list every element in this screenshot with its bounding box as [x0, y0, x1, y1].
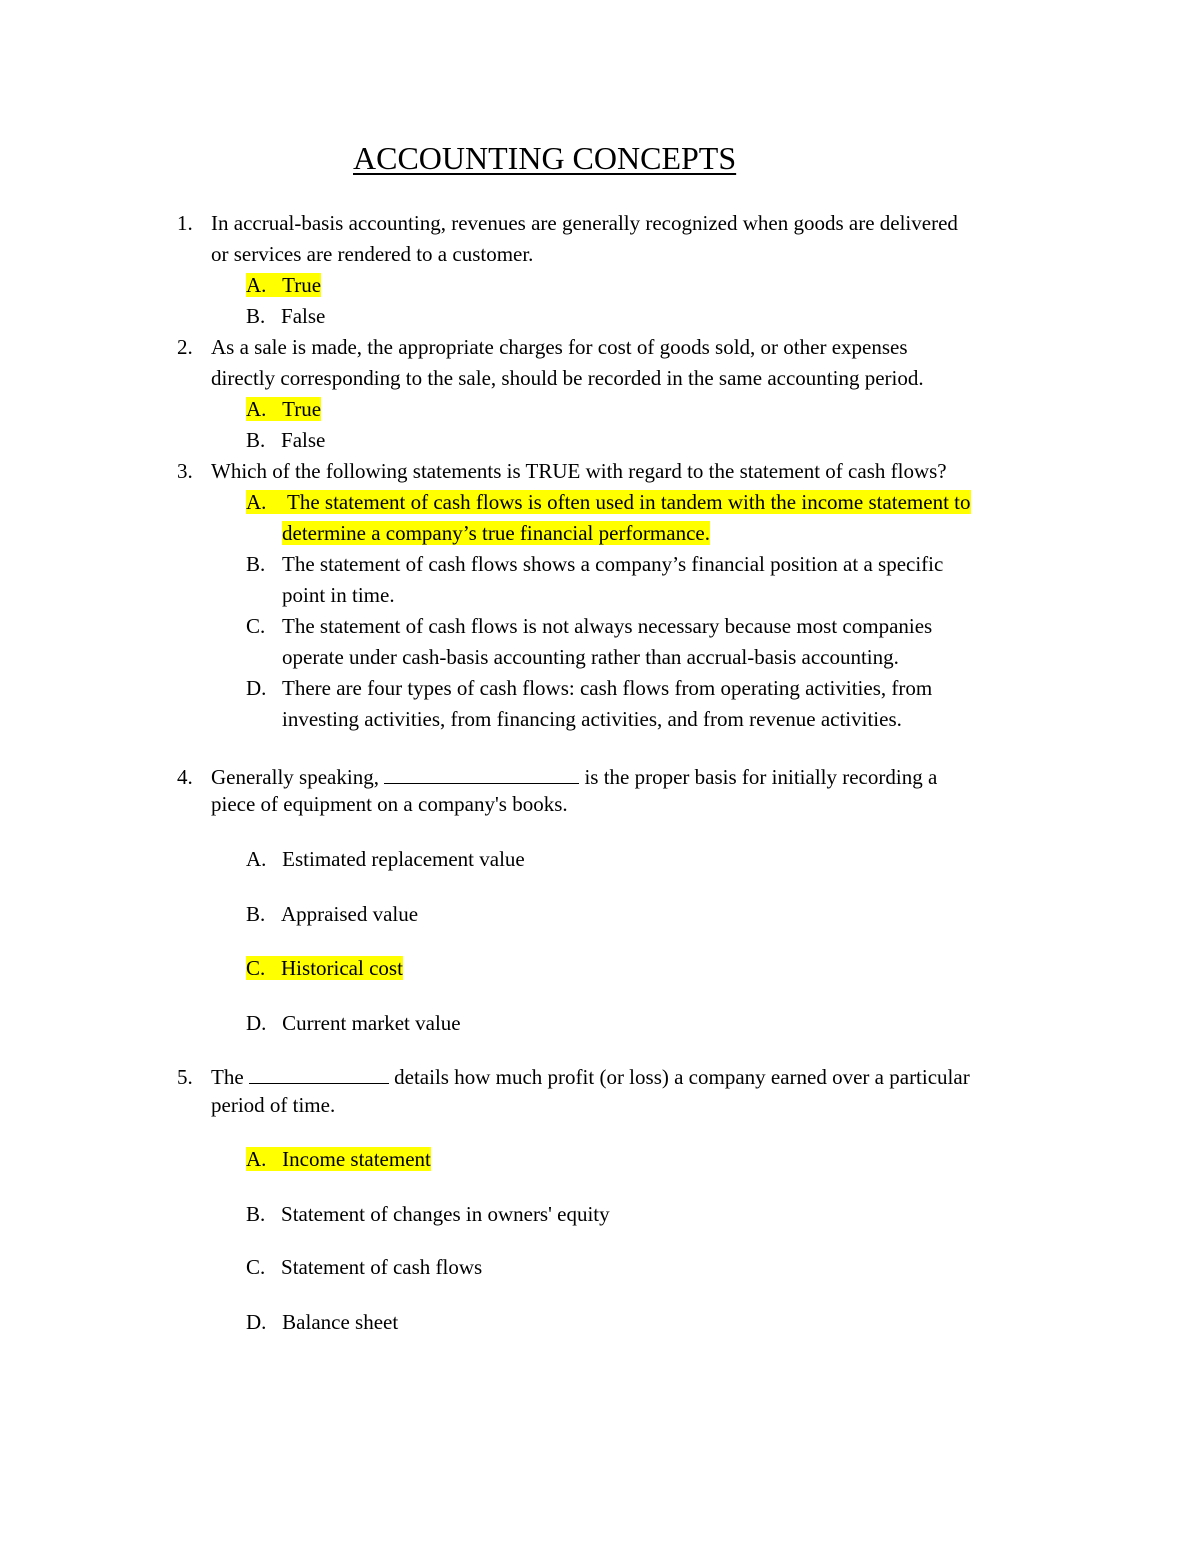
q2-option-a-highlight — [246, 397, 321, 421]
q2-option-b-text: False — [281, 428, 326, 452]
q4-option-c-highlight — [246, 956, 403, 980]
q5-option-d-letter: D. — [246, 1310, 267, 1334]
q4-option-c-letter: C. — [246, 956, 266, 980]
q3-option-b-line1: The statement of cash flows shows a company’s financial position at a specific — [282, 552, 944, 576]
q3-option-a-letter: A. — [246, 490, 267, 514]
q2-option-a — [246, 396, 321, 422]
q2-option-a-letter: A. — [246, 397, 267, 421]
q5-option-c — [246, 1254, 482, 1280]
q4-option-b-text: Appraised value — [281, 902, 419, 926]
q5-text-line2: period of time. — [211, 1093, 336, 1117]
q3-option-d-line2: investing activities, from financing activities, and from revenue activities. — [282, 707, 902, 731]
q5-text-post: details how much profit (or loss) a company earned over a particular — [394, 1065, 970, 1089]
q4-option-a-letter: A. — [246, 847, 267, 871]
q3-option-a-line1-wrap — [266, 489, 971, 515]
q5-option-a-highlight — [246, 1147, 431, 1171]
q4-option-c-text: Historical cost — [281, 956, 403, 980]
q5-option-b — [246, 1201, 610, 1227]
q3-option-c-letter: C. — [246, 614, 266, 638]
q3-option-a-line2: determine a company’s true financial performance. — [282, 521, 710, 545]
q5-option-c-letter: C. — [246, 1255, 266, 1279]
q4-option-a-text: Estimated replacement value — [282, 847, 525, 871]
q5-option-a — [246, 1146, 431, 1172]
q5-option-a-text: Income statement — [282, 1147, 431, 1171]
q3-option-a-line1: The statement of cash flows is often used in tandem with the income statement to — [287, 490, 971, 514]
q2-number: 2. — [177, 335, 193, 359]
q1-option-b-text: False — [281, 304, 326, 328]
q1-option-a-highlight — [246, 273, 321, 297]
q3-option-b-line2: point in time. — [282, 583, 395, 607]
q5-text-line1 — [211, 1064, 970, 1090]
q3-option-b-letter: B. — [246, 552, 266, 576]
q4-option-b — [246, 901, 418, 927]
q3-option-a-highlight-gap — [266, 490, 287, 514]
q2-option-a-text: True — [282, 397, 322, 421]
q2-option-b-letter: B. — [246, 428, 266, 452]
q3-option-c-line1: The statement of cash flows is not always necessary because most companies — [282, 614, 933, 638]
q3-text-line1: Which of the following statements is TRUE with regard to the statement of cash flows? — [211, 459, 947, 483]
q3-option-d-line1: There are four types of cash flows: cash flows from operating activities, from — [282, 676, 933, 700]
q1-option-a-letter: A. — [246, 273, 267, 297]
q4-number: 4. — [177, 765, 193, 789]
q1-text-line1: In accrual-basis accounting, revenues are generally recognized when goods are delivered — [211, 211, 958, 235]
q2-text-line1: As a sale is made, the appropriate charges for cost of goods sold, or other expenses — [211, 335, 908, 359]
q4-option-d-text: Current market value — [282, 1011, 461, 1035]
q4-option-d-letter: D. — [246, 1011, 267, 1035]
q4-text-line1 — [211, 764, 937, 790]
q5-fill-in-blank — [249, 1065, 389, 1084]
q5-option-c-text: Statement of cash flows — [281, 1255, 483, 1279]
page-title: ACCOUNTING CONCEPTS — [353, 140, 737, 176]
q5-text-pre: The — [211, 1065, 244, 1089]
q2-option-b — [246, 427, 325, 453]
q5-option-b-letter: B. — [246, 1202, 266, 1226]
q1-text-line2: or services are rendered to a customer. — [211, 242, 534, 266]
q4-text-post: is the proper basis for initially recording a — [584, 765, 938, 789]
q4-option-a — [246, 846, 525, 872]
q4-option-b-letter: B. — [246, 902, 266, 926]
q1-option-b-letter: B. — [246, 304, 266, 328]
q1-option-a — [246, 272, 321, 298]
q4-text-line2: piece of equipment on a company's books. — [211, 792, 568, 816]
q4-text-pre: Generally speaking, — [211, 765, 379, 789]
q3-option-a-line2-wrap — [282, 520, 710, 546]
q5-option-d — [246, 1309, 398, 1335]
q5-option-b-text: Statement of changes in owners' equity — [281, 1202, 610, 1226]
q5-option-d-text: Balance sheet — [282, 1310, 399, 1334]
q4-option-d — [246, 1010, 461, 1036]
q5-option-a-letter: A. — [246, 1147, 267, 1171]
q4-fill-in-blank — [384, 765, 579, 784]
q1-number: 1. — [177, 211, 193, 235]
q2-text-line2: directly corresponding to the sale, should be recorded in the same accounting period. — [211, 366, 924, 390]
q1-option-a-text: True — [282, 273, 322, 297]
q4-option-c — [246, 955, 403, 981]
q5-number: 5. — [177, 1065, 193, 1089]
q3-option-d-letter: D. — [246, 676, 267, 700]
q3-number: 3. — [177, 459, 193, 483]
q3-option-a-letter-wrap — [246, 489, 266, 515]
q1-option-b — [246, 303, 325, 329]
q3-option-c-line2: operate under cash-basis accounting rather than accrual-basis accounting. — [282, 645, 899, 669]
